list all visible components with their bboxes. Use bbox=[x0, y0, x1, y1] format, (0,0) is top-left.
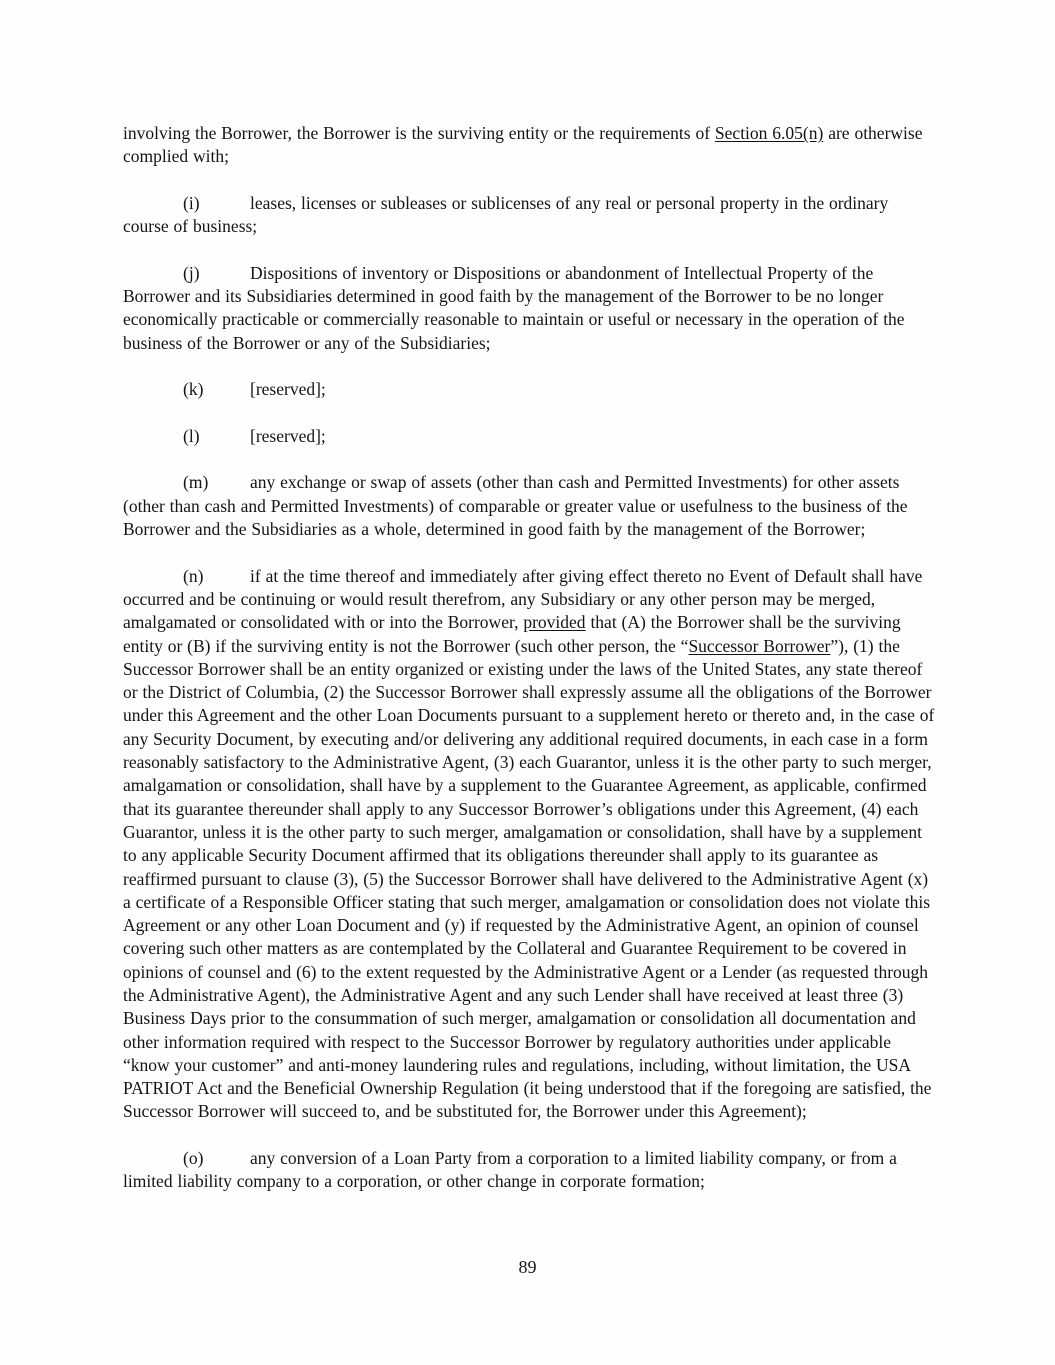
paragraph-clause-k bbox=[123, 378, 935, 401]
paragraph-clause-n bbox=[123, 565, 935, 1124]
underlined-text-run: Successor Borrower bbox=[688, 635, 831, 656]
text-run: if at the time thereof and immediately after giving effect thereto no Event of Default shall have occurred and be continuing or would result therefrom, any Subsidiary or any other person may be merged, amalgamated or consolidated with or into the Borrower, bbox=[123, 565, 923, 633]
paragraph-label: (l) bbox=[183, 425, 200, 446]
text-run: Dispositions of inventory or Dispositions or abandonment of Intellectual Property of the Borrower and its Subsidiaries determined in good faith by the management of the Borrower to be no longer economically practicable or commercially reasonable to maintain or useful or necessary in the operation of the business of the Borrower or any of the Subsidiaries; bbox=[123, 262, 905, 353]
text-run: involving the Borrower, the Borrower is the surviving entity or the requirements of bbox=[123, 123, 715, 143]
text-run: that (A) the Borrower shall be the surviving entity or (B) if the surviving entity is not the Borrower (such other person, the “ bbox=[123, 612, 901, 656]
paragraph-intro bbox=[123, 122, 935, 169]
text-run: any exchange or swap of assets (other than cash and Permitted Investments) for other assets (other than cash and Permitted Investments) of comparable or greater value or usefulness to the business of the Borrower and the Subsidiaries as a whole, determined in good faith by the management of the Borrower; bbox=[123, 472, 908, 540]
paragraph-clause-o bbox=[123, 1147, 935, 1194]
paragraph-clause-l bbox=[123, 425, 935, 448]
paragraph-label: (i) bbox=[183, 192, 200, 213]
text-run: [reserved]; bbox=[250, 425, 326, 446]
document-body bbox=[123, 122, 935, 1217]
paragraph-clause-j bbox=[123, 262, 935, 355]
paragraph-label: (j) bbox=[183, 262, 200, 283]
paragraph-label: (o) bbox=[183, 1148, 204, 1169]
paragraph-label: (n) bbox=[183, 565, 204, 586]
paragraph-clause-m bbox=[123, 471, 935, 541]
underlined-text-run: Section 6.05(n) bbox=[714, 123, 824, 143]
text-run: leases, licenses or subleases or sublicenses of any real or personal property in the ordinary course of business; bbox=[123, 192, 889, 237]
text-run: ”), (1) the Successor Borrower shall be an entity organized or existing under the laws of the United States, any state thereof or the District of Columbia, (2) the Successor Borrower shall expressly assume all the obligations of the Borrower under this Agreement and the other Loan Documents pursuant to a supplement hereto or thereto and, in the case of any Security Document, by executing and/or delivering any additional required documents, in each case in a form reasonably satisfactory to the Administrative Agent, (3) each Guarantor, unless it is the other party to such merger, amalgamation or consolidation, shall have by a supplement to the Guarantee Agreement, as applicable, confirmed that its guarantee thereunder shall apply to any Successor Borrower’s obligations under this Agreement, (4) each Guarantor, unless it is the other party to such merger, amalgamation or consolidation, shall have by a supplement to any applicable Security Document affirmed that its obligations thereunder shall apply to its guarantee as reaffirmed pursuant to clause (3), (5) the Successor Borrower shall have delivered to the Administrative Agent (x) a certificate of a Responsible Officer stating that such merger, amalgamation or consolidation does not violate this Agreement or any other Loan Document and (y) if requested by the Administrative Agent, an opinion of counsel covering such other matters as are contemplated by the Collateral and Guarantee Requirement to be covered in opinions of counsel and (6) to the extent requested by the Administrative Agent or a Lender (as requested through the Administrative Agent), the Administrative Agent and any such Lender shall have received at least three (3) Business Days prior to the consummation of such merger, amalgamation or consolidation all documentation and other information required with respect to the Successor Borrower by regulatory authorities under applicable “know your customer” and anti-money laundering rules and regulations, including, without limitation, the USA PATRIOT Act and the Beneficial Ownership Regulation (it being understood that if the foregoing are satisfied, the Successor Borrower will succeed to, and be substituted for, the Borrower under this Agreement); bbox=[123, 635, 935, 1122]
text-run: [reserved]; bbox=[250, 379, 326, 400]
paragraph-label: (m) bbox=[183, 472, 209, 493]
page-number: 89 bbox=[518, 1257, 537, 1277]
paragraph-clause-i bbox=[123, 192, 935, 239]
underlined-text-run: provided bbox=[523, 612, 586, 633]
text-run: any conversion of a Loan Party from a corporation to a limited liability company, or from a limited liability company to a corporation, or other change in corporate formation; bbox=[123, 1148, 897, 1192]
text-run: are otherwise complied with; bbox=[123, 123, 923, 167]
paragraph-label: (k) bbox=[183, 379, 204, 400]
